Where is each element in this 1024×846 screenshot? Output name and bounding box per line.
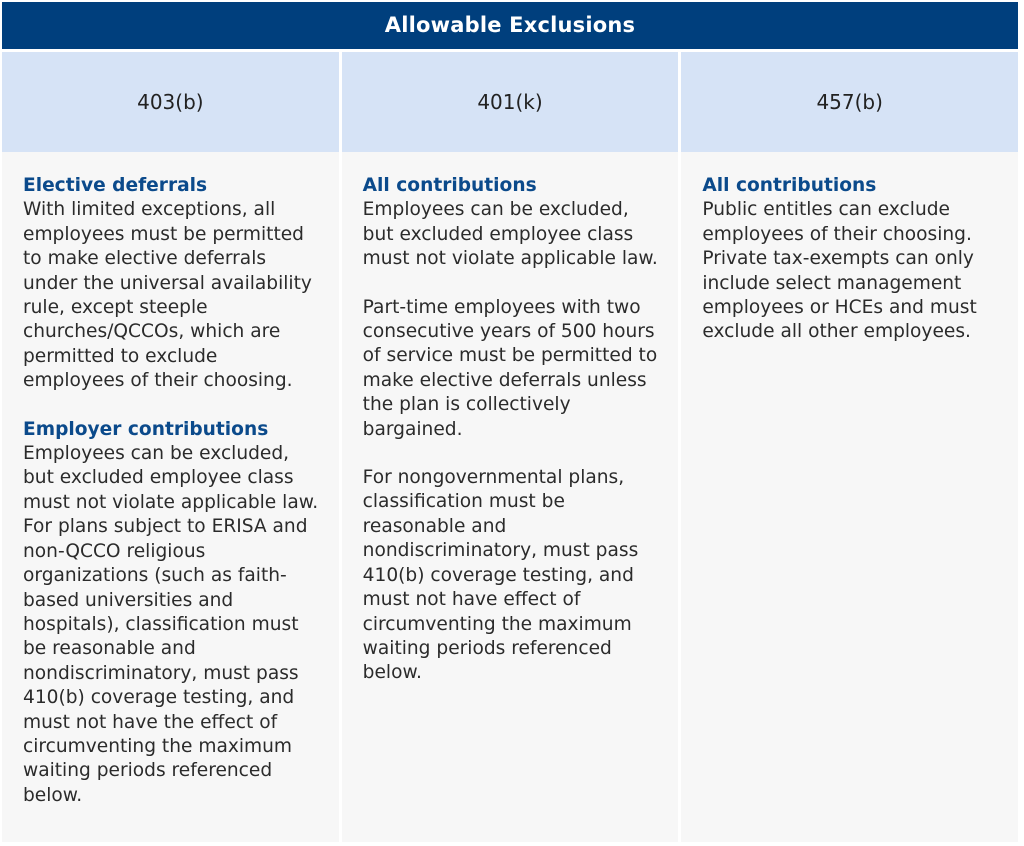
section-text: With limited exceptions, all employees must be permitted to make elective deferrals under the universal availability rule, except steeple churches/QCCOs, which are permitted to exclude employees of their choosing. xyxy=(23,199,312,392)
section-heading: Elective deferrals xyxy=(23,175,208,196)
exclusions-table xyxy=(2,2,1018,842)
section-text: Public entitles can exclude employees of their choosing. Private tax-exempts can only include select management employees or HCEs and must exclude all other employees. xyxy=(702,199,977,343)
column-header-403b: 403(b) xyxy=(2,52,339,152)
section-heading: Employer contributions xyxy=(23,418,269,440)
section-text: For nongovernmental plans, classification must be reasonable and nondiscriminatory, must pass 410(b) coverage testing, and must not have effect of circumventing the maximum waiting periods referenced below. xyxy=(362,467,639,684)
body-row xyxy=(2,152,1018,842)
section-text: Part-time employees with two consecutive years of 500 hours of service must be permitted to make elective deferrals unless the plan is collectively bargained. xyxy=(362,296,658,440)
section-heading: All contributions xyxy=(362,175,537,196)
column-457b-content xyxy=(681,152,1018,842)
section-text: Employees can be excluded, but excluded employee class must not violate applicable law. For plans subject to ERISA and non-QCCO religious organizations (such as faith-based universities and hospitals), classification must be reasonable and nondiscriminatory, must pass 410(b) coverage testing, and must not have the effect of circumventing the maximum waiting periods referenced below. xyxy=(23,443,319,806)
column-header-401k: 401(k) xyxy=(342,52,679,152)
column-401k-content xyxy=(342,152,679,842)
header-row xyxy=(2,52,1018,152)
section-text: Employees can be excluded, but excluded employee class must not violate applicable law. xyxy=(362,199,658,270)
section-heading: All contributions xyxy=(702,175,877,196)
column-403b-content xyxy=(2,152,339,842)
table-title: Allowable Exclusions xyxy=(2,2,1018,49)
column-header-457b: 457(b) xyxy=(681,52,1018,152)
